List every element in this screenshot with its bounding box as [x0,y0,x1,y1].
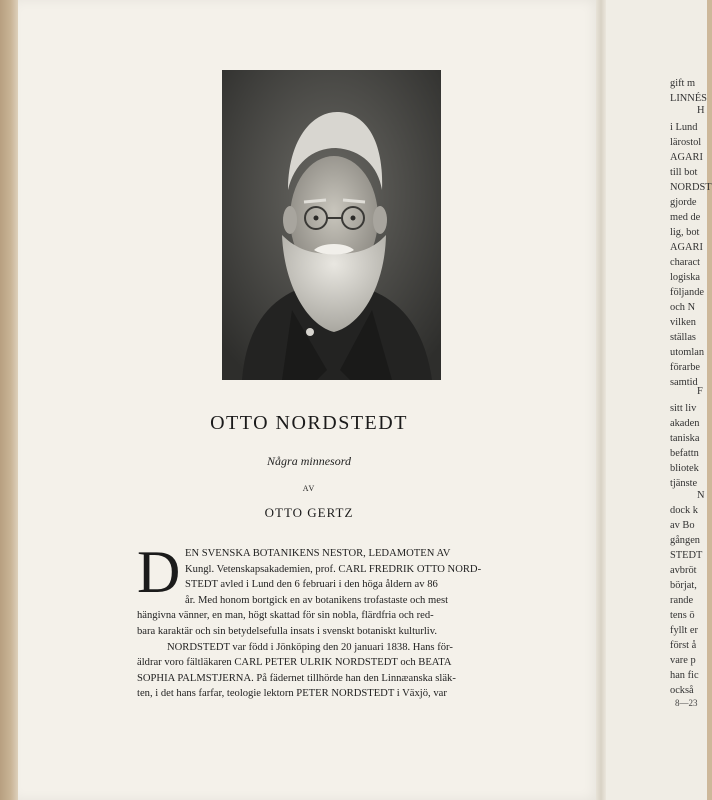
body-line: ten, i det hans farfar, teologie lektorn PETER NORDSTEDT i Växjö, var [137,688,447,700]
right-page-line: logiska [670,272,701,283]
right-page-line: bliotek [670,463,699,474]
right-page-line: tjänste [670,478,698,489]
right-page-line: följande [670,287,705,298]
right-page-line: med de [670,212,701,223]
right-page-line: och N [670,302,696,313]
right-page-line: H [697,105,705,116]
right-page-line: utomlan [670,347,705,358]
article-title: OTTO NORDSTEDT [210,412,408,434]
right-page-line: han fic [670,670,699,681]
byline-label: AV [302,484,316,493]
right-page-line: lig, bot [670,227,700,238]
right-page-line: N [697,490,705,501]
right-page-line: börjat, [670,580,697,591]
right-page-line: ställas [670,332,696,343]
body-line: bara karaktär och sin betydelsefulla insats i svenskt botaniskt kulturliv. [137,625,437,637]
drop-cap: D [137,539,181,605]
right-page-line: först å [670,640,697,651]
body-line: hängivna vänner, en man, högt skattad för sin nobla, flärdfria och red- [137,610,434,622]
right-page-line: STEDT [670,550,703,561]
right-page-line: till bot [670,167,698,178]
right-page-line: charact [670,257,700,268]
right-page-line: samtid [670,377,698,388]
right-page-line: gjorde [670,197,697,208]
right-page-line: sitt liv [670,403,697,414]
right-page-line: av Bo [670,520,695,531]
right-page-line: AGARI [670,152,703,163]
right-page-line: förarbe [670,362,700,373]
body-line: äldrar voro fältläkaren CARL PETER ULRIK NORDSTEDT och BEATA [137,657,452,669]
right-page-line: vare p [670,655,696,666]
right-page-line: NORDST [670,182,712,193]
right-page-line: vilken [670,317,696,328]
right-page-line: F [697,386,703,397]
right-page-line: också [670,685,694,696]
right-page-line: gången [670,535,701,546]
portrait-photo [222,70,441,380]
article-subtitle: Några minnesord [267,454,351,468]
right-page-line: AGARI [670,242,703,253]
right-page-line: i Lund [670,122,698,133]
right-page-line: LINNÉS [670,93,707,104]
right-page-line: taniska [670,433,700,444]
right-page-line: befattn [670,448,699,459]
body-line: år. Med honom bortgick en av botanikens trofastaste och mest [185,594,449,606]
right-page-line: tens ö [670,610,695,621]
right-page-number: 8—23 [675,698,698,708]
article-body [137,539,529,702]
body-line: NORDSTEDT var född i Jönköping den 20 januari 1838. Hans för- [167,641,453,653]
book-gutter [596,0,606,800]
right-page-line: akaden [670,418,700,429]
right-page-line: gift m [670,78,696,89]
right-page-line: lärostol [670,137,702,148]
book-edge [0,0,18,800]
right-page-line: rande [670,595,694,606]
portrait-image [222,70,441,380]
right-page-line: fyllt er [670,625,698,636]
author-name: OTTO GERTZ [264,505,354,520]
body-line: Kungl. Vetenskapsakademien, prof. CARL FREDRIK OTTO NORD- [185,563,482,575]
body-line: EN SVENSKA BOTANIKENS NESTOR, LEDAMOTEN AV [185,548,451,559]
body-line: SOPHIA PALMSTJERNA. På fädernet tillhörde han den Linnæanska släk- [137,672,456,684]
right-page-line: avbröt [670,565,697,576]
body-line: STEDT avled i Lund den 6 februari i den höga åldern av 86 [185,579,438,591]
right-page-line: dock k [670,505,698,516]
